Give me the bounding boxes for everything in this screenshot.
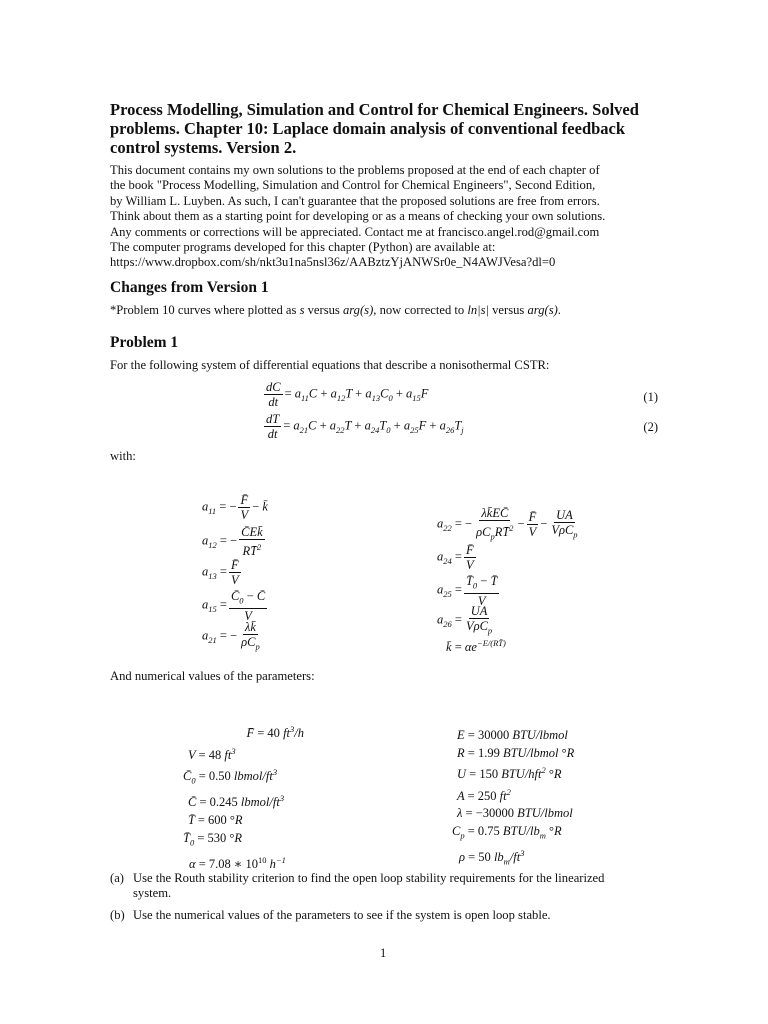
- coef-a11: $a_{11}$ = − $\frac{F̄}{V}$ − k̄: [202, 493, 268, 522]
- changes-text-part: versus: [488, 303, 528, 317]
- param-R: R = 1.99 BTU/lbmol °R: [457, 745, 575, 760]
- params-label: And numerical values of the parameters:: [110, 669, 315, 683]
- coef-kbar: k̄ = $\alpha e^{-E/(RT̄)}$: [446, 638, 506, 655]
- item-b-label: (b): [110, 908, 125, 922]
- eq1-row: [110, 390, 658, 406]
- param-lambda: λ = −30000 BTU/lbmol: [457, 806, 573, 821]
- coef-a25: $a_{25}$ = $\frac{T̄_0 - T̄}{V}$: [437, 574, 498, 608]
- param-U: U = 150 BTU/hft$^2$ °R: [457, 765, 562, 782]
- changes-text: [110, 303, 561, 318]
- changes-text-part: versus: [304, 303, 343, 317]
- coef-a13: $a_{13}$ = $\frac{F̄}{V}$: [202, 558, 239, 587]
- math-arg: arg(s): [527, 303, 558, 317]
- param-T: T̄ = 600 °R: [188, 813, 243, 828]
- problem1-heading: Problem 1: [110, 334, 179, 351]
- problem1-intro: For the following system of differential equations that describe a nonisothermal CSTR:: [110, 358, 550, 372]
- item-a-text: [133, 871, 663, 902]
- param-T0: $T̄_0 = 530$ °R: [183, 830, 243, 848]
- intro-line: Any comments or corrections will be appreciated. Contact me at francisco.angel.rod@gmail.com: [110, 224, 600, 239]
- with-label: with:: [110, 449, 136, 463]
- math-s: s: [299, 303, 305, 317]
- changes-text-part: .: [557, 303, 561, 317]
- changes-text-part: , now corrected to: [373, 303, 468, 317]
- param-A: A = 250 $ft^2$: [457, 786, 511, 803]
- item-a-label: (a): [110, 871, 124, 885]
- equation-2-number: (2): [643, 420, 658, 434]
- intro-line: The computer programs developed for this chapter (Python) are available at:: [110, 240, 496, 255]
- coef-a12: $a_{12}$ = − $\frac{C̄Ek̄}{RT̄^2}$: [202, 525, 263, 559]
- coef-a22: $a_{22}$ = − $\frac{\lambda k̄EC̄}{\rho C_pRT̄^2}$ − $\frac{F̄}{V}$ − $\frac{UA}{V\rho C_p}$: [437, 506, 578, 542]
- title-line: problems. Chapter 10: Laplace domain analysis of conventional feedback: [110, 119, 626, 138]
- item-b-text: Use the numerical values of the parameters to see if the system is open loop stable.: [133, 908, 551, 922]
- document-title: [110, 100, 660, 157]
- intro-line: Think about them as a starting point for developing or as a means of checking your own solutions.: [110, 209, 606, 224]
- changes-heading: Changes from Version 1: [110, 279, 269, 296]
- title-line: control systems. Version 2.: [110, 138, 297, 157]
- param-F: F̄ = 40 $ft^3/h$: [246, 724, 304, 741]
- item-a-line: Use the Routh stability criterion to find the open loop stability requirements for the linearized: [133, 871, 605, 885]
- param-C: C̄ = 0.245 lbmol/$ft^3$: [188, 793, 285, 810]
- params-left: [174, 721, 304, 873]
- param-V: V = 48 $ft^3$: [188, 745, 236, 762]
- coef-a21: $a_{21}$ = − $\frac{\lambda k̄}{\rho C_p}$: [202, 620, 260, 652]
- eq2-row: [110, 420, 658, 436]
- param-alpha: α = 7.08 ∗ $10^{10}$ $h^{-1}$: [189, 854, 286, 871]
- equation-2: $\frac{dT}{dt}$ = $a_{21}C + a_{22}T + a_{24}T_0 + a_{25}F + a_{26}T_j$: [266, 412, 464, 441]
- equation-1-number: (1): [643, 390, 658, 404]
- coef-a24: $a_{24}$ = $\frac{F̄}{V}$: [437, 543, 474, 572]
- document: [110, 100, 660, 271]
- params-right: [452, 727, 574, 871]
- equation-1: $\frac{dC}{dt}$ = $a_{11}C + a_{12}T + a_{13}C_0 + a_{15}F$: [266, 380, 429, 409]
- param-rho: ρ = 50 $lb_m/ft^3$: [459, 847, 525, 867]
- param-Cp: $C_p = 0.75$ BTU/$lb_m$ °R: [452, 823, 562, 841]
- intro-line: the book "Process Modelling, Simulation and Control for Chemical Engineers", Second Edition,: [110, 178, 596, 193]
- title-line: Process Modelling, Simulation and Control for Chemical Engineers. Solved: [110, 100, 639, 119]
- intro-line: by William L. Luyben. As such, I can't guarantee that the proposed solutions are free from errors.: [110, 193, 600, 208]
- intro-line: This document contains my own solutions to the problems proposed at the end of each chapter of: [110, 163, 600, 177]
- page-number: 1: [380, 946, 387, 960]
- math-ln: ln|s|: [467, 303, 489, 317]
- param-C0: $C̄_0 = 0.50$ lbmol/$ft^3$: [183, 767, 278, 786]
- param-E: E = 30000 BTU/lbmol: [457, 728, 568, 742]
- coef-a26: $a_{26}$ = $\frac{UA}{V\rho C_p}$: [437, 604, 493, 636]
- intro-paragraph: [110, 163, 660, 271]
- changes-text-part: *Problem 10 curves where plotted as: [110, 303, 300, 317]
- dropbox-link[interactable]: https://www.dropbox.com/sh/nkt3u1na5nsl36z/AABztzYjANWSr0e_N4AWJVesa?dl=0: [110, 255, 556, 270]
- item-a-line: system.: [133, 886, 172, 901]
- coef-a15: $a_{15}$ = $\frac{C̄_0 - C̄}{V}$: [202, 589, 266, 623]
- math-arg: arg(s): [342, 303, 374, 317]
